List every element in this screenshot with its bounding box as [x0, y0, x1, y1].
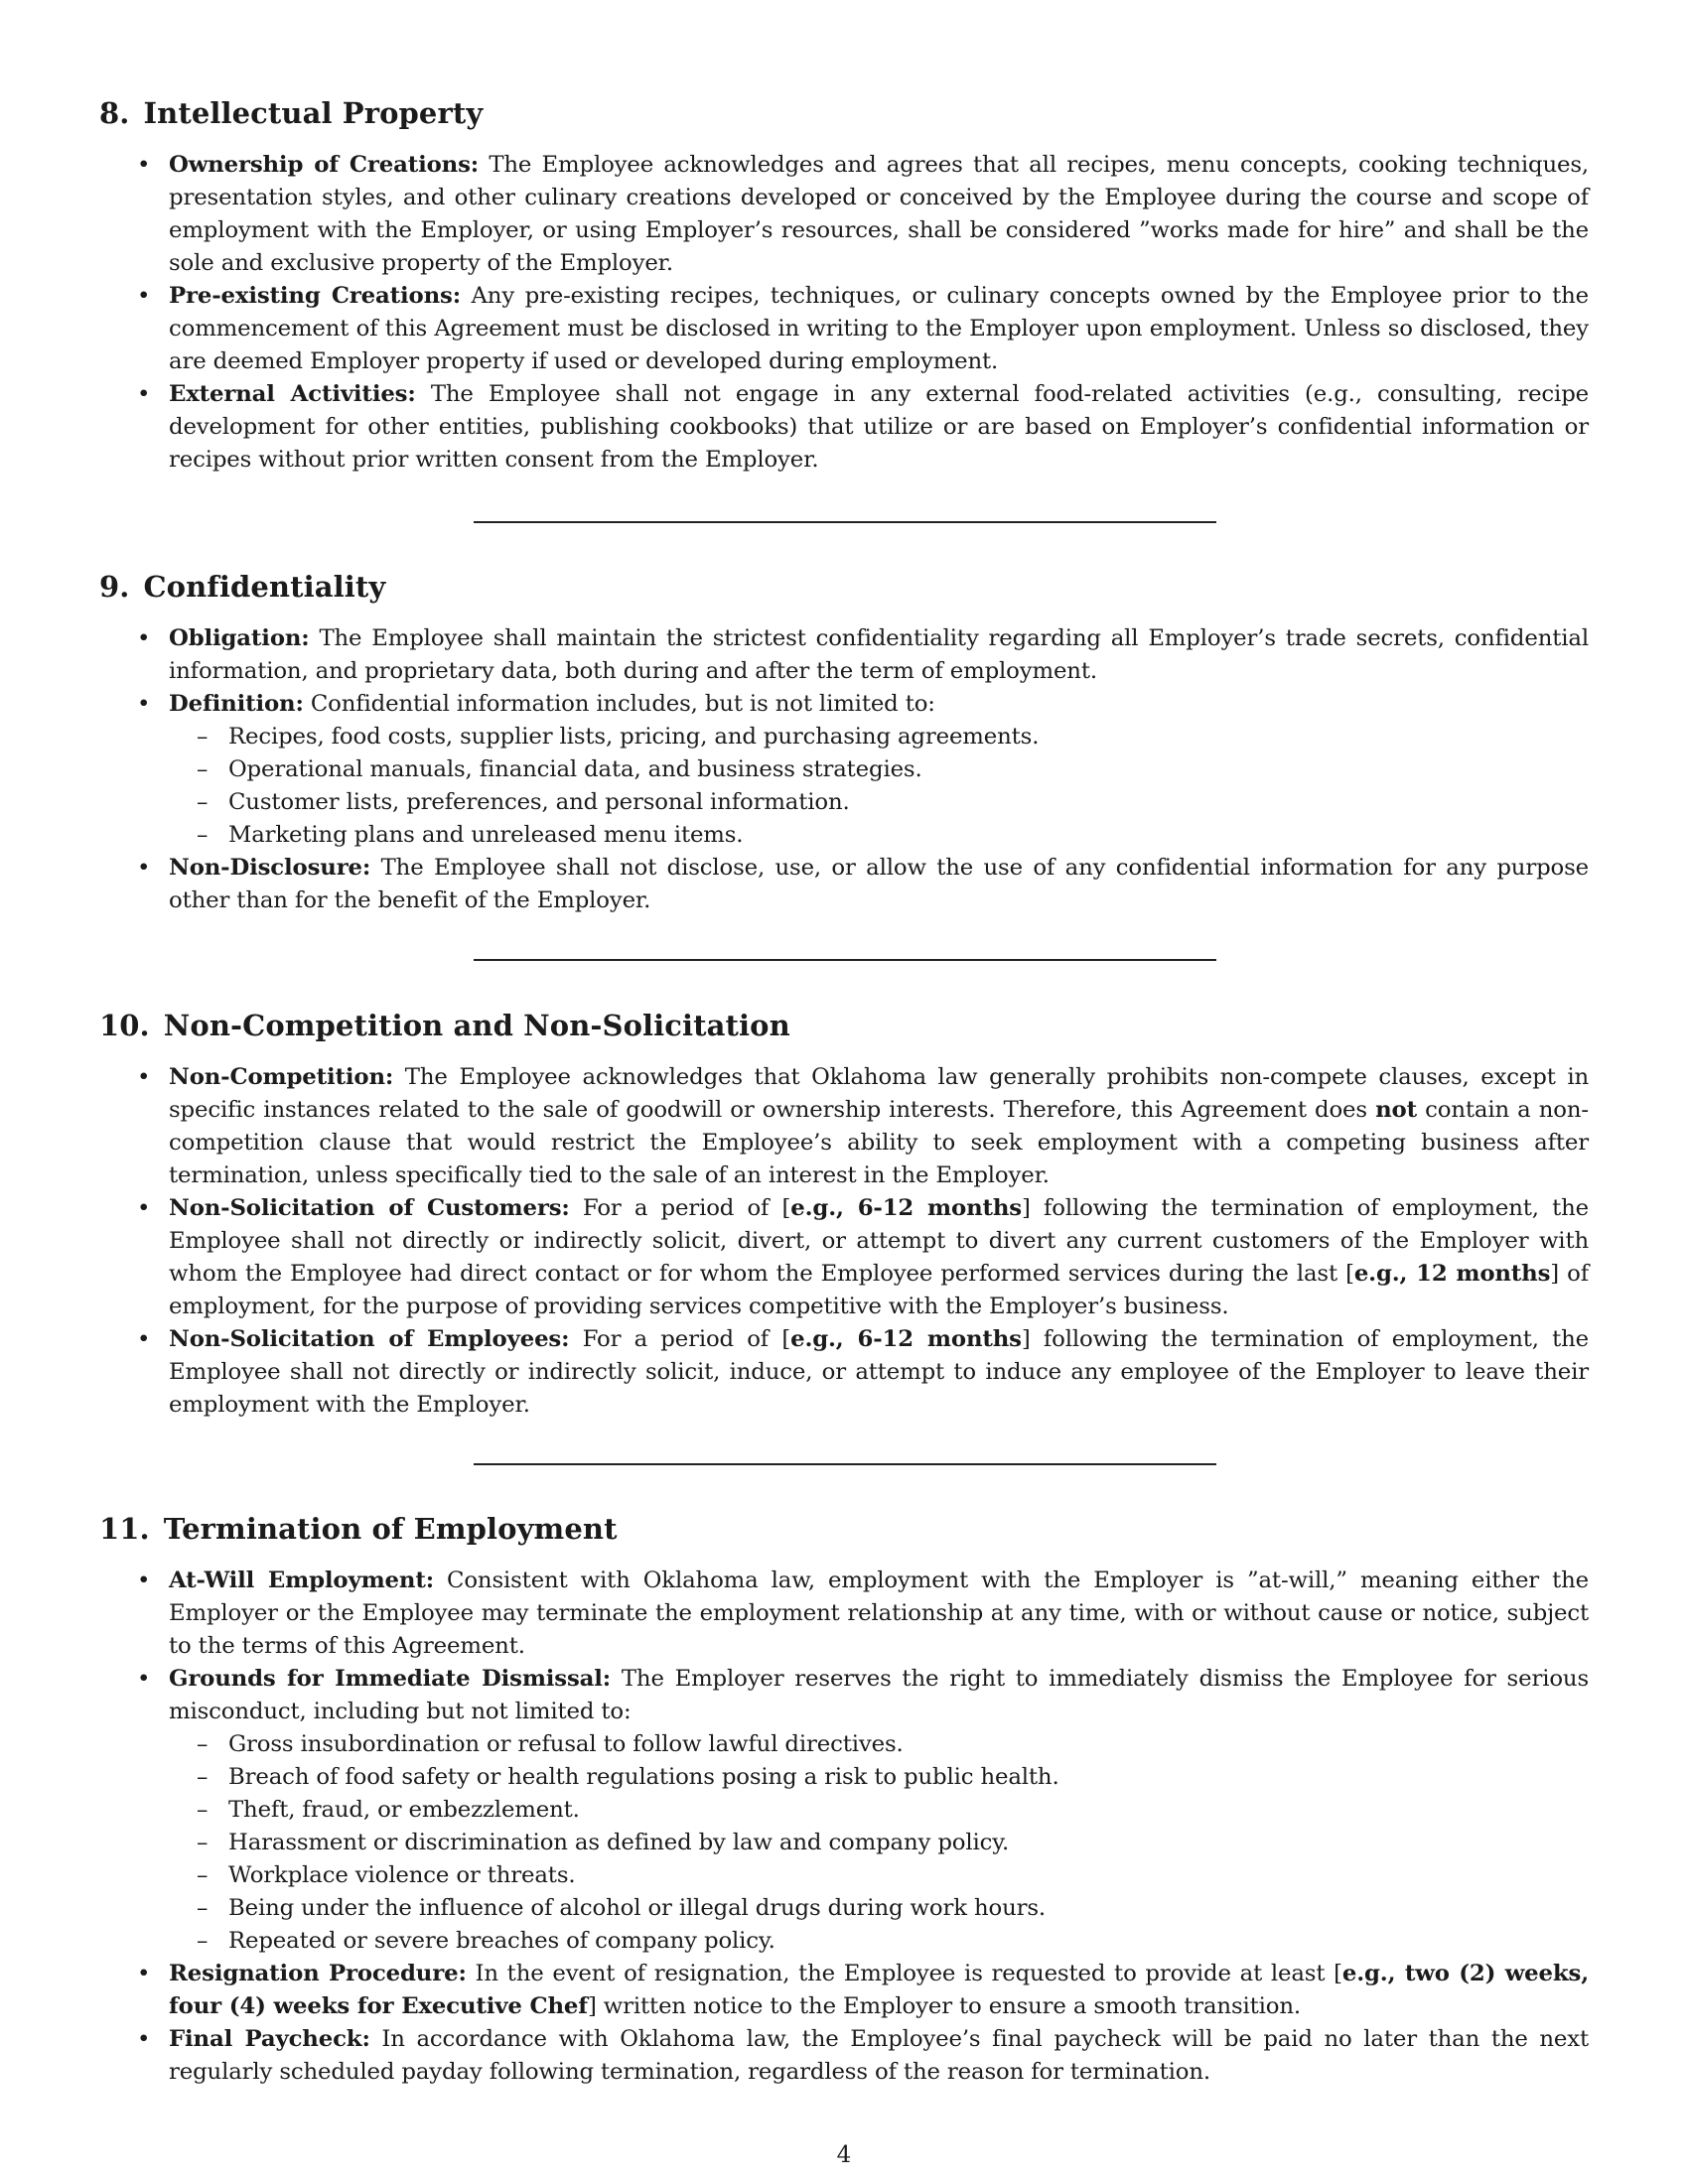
section-non-competition: [99, 1008, 1589, 1422]
list-item: [99, 1565, 1589, 1663]
item-term: Non-Disclosure:: [169, 855, 371, 881]
sub-list-item: – Being under the influence of alcohol or illegal drugs during work hours.: [169, 1892, 1589, 1925]
item-term: Resignation Procedure:: [169, 1961, 467, 1986]
section-confidentiality: [99, 569, 1589, 917]
sub-list-item: – Breach of food safety or health regulations posing a risk to public health.: [169, 1761, 1589, 1794]
list-item: [99, 149, 1589, 280]
list-item: [99, 1192, 1589, 1323]
placeholder-text: e.g., 6-12 months: [790, 1326, 1022, 1352]
placeholder-text: e.g., 12 months: [1353, 1261, 1551, 1287]
sub-list-item: – Harassment or discrimination as defined by law and company policy.: [169, 1827, 1589, 1859]
sub-list: [169, 721, 1589, 852]
section-heading: 10. Non-Competition and Non-Solicitation: [99, 1009, 790, 1042]
sub-list-item: – Operational manuals, financial data, and business strategies.: [169, 753, 1589, 786]
item-text: For a period of [: [582, 1195, 791, 1221]
item-text: The Employee acknowledges that Oklahoma law generally prohibits non-compete clauses, except in specific instances related to the sale of goodwill or ownership interests. Therefore, this Agreement does: [169, 1064, 1589, 1123]
list-item: [99, 378, 1589, 477]
item-text: The Employee shall not engage in any external food-related activities (e.g., consulting, recipe development for other entities, publishing cookbooks) that utilize or are based on Employer’s confidential information or recipes without prior written consent from the Employer.: [169, 381, 1589, 473]
sub-list-item: – Gross insubordination or refusal to follow lawful directives.: [169, 1728, 1589, 1761]
sub-list-item: – Workplace violence or threats.: [169, 1859, 1589, 1892]
item-text: In the event of resignation, the Employee is requested to provide at least [: [475, 1961, 1342, 1986]
page-number: 4: [836, 2142, 852, 2168]
item-text: The Employee acknowledges and agrees that all recipes, menu concepts, cooking techniques, presentation styles, and other culinary creations developed or conceived by the Employee during the course and scope of employment with the Employer, or using Employer’s resources, shall be considered ”works made for hire” and shall be the sole and exclusive property of the Employer.: [169, 152, 1589, 276]
sub-list-item: – Repeated or severe breaches of company policy.: [169, 1925, 1589, 1958]
bullet-list: [99, 1061, 1589, 1422]
item-text: The Employee shall maintain the strictest confidentiality regarding all Employer’s trade secrets, confidential information, and proprietary data, both during and after the term of employment.: [169, 625, 1589, 684]
sub-list: [169, 1728, 1589, 1958]
item-text: Any pre-existing recipes, techniques, or culinary concepts owned by the Employee prior to the commencement of this Agreement must be disclosed in writing to the Employer upon employment. Unless so disclosed, they are deemed Employer property if used or developed during employment.: [169, 283, 1589, 374]
item-term: Non-Solicitation of Employees:: [169, 1326, 570, 1352]
sub-list-item: – Marketing plans and unreleased menu items.: [169, 819, 1589, 852]
item-text: ] following the termination of employment, the Employee shall not directly or indirectly solicit, induce, or attempt to induce any employee of the Employer to leave their employment with the Employer.: [169, 1326, 1589, 1418]
section-heading: 9. Confidentiality: [99, 570, 386, 604]
item-term: At-Will Employment:: [169, 1568, 434, 1593]
item-text: contain a non-competition clause that would restrict the Employee’s ability to seek employment with a competing business after termination, unless specifically tied to the sale of an interest in the Employer.: [169, 1097, 1589, 1188]
list-item: [99, 280, 1589, 378]
sub-list-item: – Customer lists, preferences, and personal information.: [169, 786, 1589, 819]
item-text: Consistent with Oklahoma law, employment with the Employer is ”at-will,” meaning either the Employer or the Employee may terminate the employment relationship at any time, with or without cause or notice, subject to the terms of this Agreement.: [169, 1568, 1589, 1659]
item-text: Confidential information includes, but is not limited to:: [310, 691, 935, 717]
item-term: Non-Competition:: [169, 1064, 394, 1090]
list-item: [99, 1061, 1589, 1192]
item-term: Pre-existing Creations:: [169, 283, 461, 309]
section-intellectual-property: [99, 95, 1589, 477]
bullet-list: [99, 1565, 1589, 2089]
item-text: In accordance with Oklahoma law, the Employee’s final paycheck will be paid no later than the next regularly scheduled payday following termination, regardless of the reason for termination.: [169, 2026, 1589, 2085]
list-item: [99, 1958, 1589, 2023]
bullet-list: [99, 149, 1589, 477]
placeholder-text: e.g., two (2) weeks, four (4) weeks for Executive Chef: [169, 1961, 1589, 2019]
item-text: ] of employment, for the purpose of providing services competitive with the Employer’s business.: [169, 1261, 1590, 1319]
item-text: ] written notice to the Employer to ensure a smooth transition.: [587, 1993, 1301, 2019]
item-term: Final Paycheck:: [169, 2026, 370, 2052]
section-heading: 8. Intellectual Property: [99, 96, 484, 130]
section-termination: [99, 1511, 1589, 2089]
list-item: [99, 1323, 1589, 1422]
list-item: [99, 1663, 1589, 1958]
item-term: Definition:: [169, 691, 304, 717]
item-term: External Activities:: [169, 381, 416, 407]
item-term: Non-Solicitation of Customers:: [169, 1195, 570, 1221]
list-item: [99, 688, 1589, 852]
section-divider: [474, 959, 1216, 961]
item-text: ] following the termination of employment, the Employee shall not directly or indirectly solicit, divert, or attempt to divert any current customers of the Employer with whom the Employee had direct contact or for whom the Employee performed services during the last [: [169, 1195, 1589, 1287]
section-heading: 11. Termination of Employment: [99, 1512, 618, 1546]
section-divider: [474, 1463, 1216, 1465]
item-term: Grounds for Immediate Dismissal:: [169, 1666, 612, 1692]
emphasis-text: not: [1375, 1097, 1417, 1123]
bullet-list: [99, 622, 1589, 917]
list-item: [99, 852, 1589, 917]
item-term: Obligation:: [169, 625, 310, 651]
item-text: The Employee shall not disclose, use, or allow the use of any confidential information for any purpose other than for the benefit of the Employer.: [169, 855, 1589, 913]
item-term: Ownership of Creations:: [169, 152, 480, 178]
list-item: [99, 2023, 1589, 2089]
item-text: The Employer reserves the right to immediately dismiss the Employee for serious misconduct, including but not limited to:: [169, 1666, 1589, 1724]
item-text: For a period of [: [582, 1326, 791, 1352]
sub-list-item: – Theft, fraud, or embezzlement.: [169, 1794, 1589, 1827]
sub-list-item: – Recipes, food costs, supplier lists, pricing, and purchasing agreements.: [169, 721, 1589, 753]
section-divider: [474, 521, 1216, 523]
placeholder-text: e.g., 6-12 months: [790, 1195, 1022, 1221]
list-item: [99, 622, 1589, 688]
